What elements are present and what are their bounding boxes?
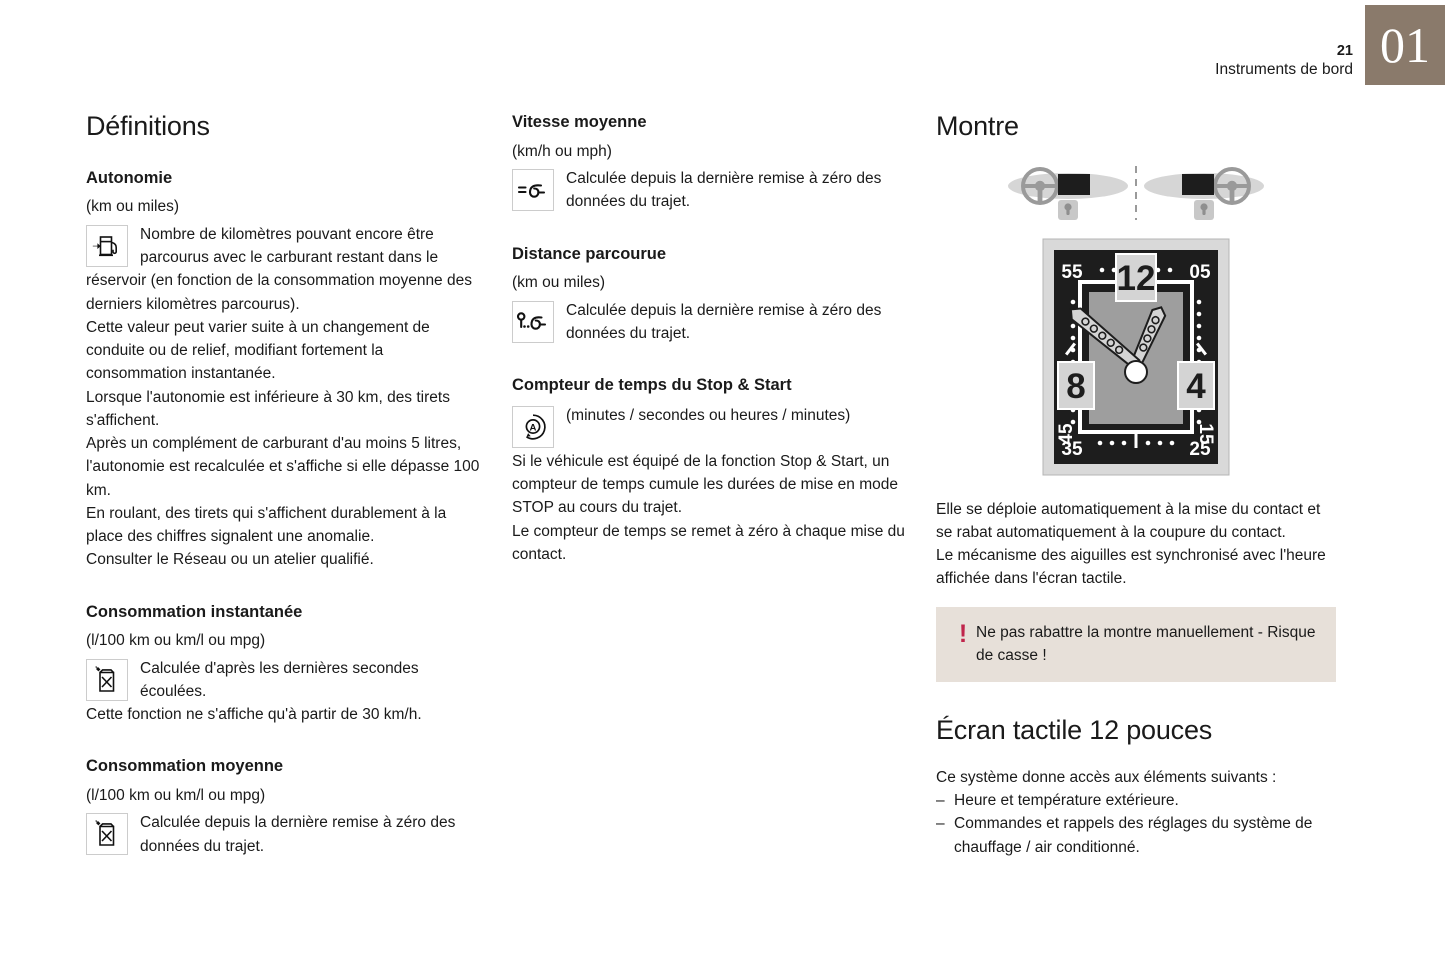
list-item [936,789,1336,812]
consommation-moyenne-icon-text: Calculée depuis la dernière remise à zéro des données du trajet. [140,814,456,855]
compteur-stop-start-para-1: Si le véhicule est équipé de la fonction Stop & Start, un compteur de temps cumule les durées de mise en mode STOP au cours du trajet. [512,452,898,517]
units-autonomie: (km ou miles) [86,198,180,216]
exclamation-icon: ! [958,619,968,648]
heading-consommation-moyenne: Consommation moyenne [86,757,284,776]
clock-illustration [936,238,1336,476]
chapter-badge [1365,5,1445,85]
jerrycan-icon [86,659,128,701]
svg-text:05: 05 [1189,261,1211,283]
jerrycan-icon [86,813,128,855]
fuel-pump-icon [86,225,128,267]
units-consommation-moyenne: (l/100 km ou km/l ou mpg) [86,787,266,804]
header-chapter-title: Instruments de bord [1215,61,1353,79]
compteur-stop-start-para-2: Le compteur de temps se remet à zéro à chaque mise du contact. [512,522,905,563]
average-speed-icon [512,169,554,211]
heading-consommation-instantanee: Consommation instantanée [86,602,303,621]
units-distance-parcourue: (km ou miles) [512,274,606,292]
svg-text:4: 4 [1186,366,1206,406]
header-text-group [1215,42,1353,80]
autonomie-para-3: Après un complément de carburant d'au moins 5 litres, l'autonomie est recalculée et s'affiche si elle dépasse 100 km. [86,435,480,499]
units-vitesse-moyenne: (km/h ou mph) [512,142,612,160]
ecran-tactile-intro: Ce système donne accès aux éléments suivants : [936,768,1277,786]
svg-text:35: 35 [1061,438,1083,460]
heading-vitesse-moyenne: Vitesse moyenne [512,113,647,131]
consommation-instantanee-icon-text: Calculée d'après les dernières secondes écoulées. [140,659,419,700]
units-consommation-instantanee: (l/100 km ou km/l ou mpg) [86,632,266,650]
montre-para-2: Le mécanisme des aiguilles est synchronisé avec l'heure affichée dans l'écran tactile. [936,547,1326,588]
column-left [86,112,486,858]
autonomie-para-2: Lorsque l'autonomie est inférieure à 30 km, des tirets s'affichent. [86,388,450,429]
autonomie-para-5: Consulter le Réseau ou un atelier qualifié. [86,551,374,569]
page-number: 21 [1336,43,1353,59]
heading-autonomie: Autonomie [86,168,173,187]
dashboard-variants-illustration [936,162,1336,224]
montre-para-1: Elle se déploie automatiquement à la mise du contact et se rabat automatiquement à la coupure du contact. [936,500,1321,541]
chapter-number: 01 [1380,17,1430,73]
distance-travelled-icon [512,301,554,343]
svg-text:A: A [529,422,537,434]
column-middle [512,112,912,566]
list-item-label: Commandes et rappels des réglages du système de chauffage / air conditionné. [954,815,1313,856]
list-bullet: – [936,792,945,810]
svg-text:8: 8 [1066,366,1086,406]
distance-parcourue-icon-text: Calculée depuis la dernière remise à zéro des données du trajet. [566,301,882,342]
heading-montre: Montre [936,111,1019,141]
page-header [0,0,1445,92]
autonomie-para-1: Cette valeur peut varier suite à un changement de conduite ou de relief, modifiant fortement la consommation instantanée. [86,318,430,383]
list-item [936,812,1336,859]
column-right [936,112,1336,859]
heading-ecran-tactile: Écran tactile 12 pouces [936,715,1213,746]
svg-text:45: 45 [1056,423,1077,445]
warning-box [936,607,1336,683]
heading-compteur-stop-start: Compteur de temps du Stop & Start [512,376,792,395]
heading-distance-parcourue: Distance parcourue [512,244,667,263]
vitesse-moyenne-icon-text: Calculée depuis la dernière remise à zéro des données du trajet. [566,170,882,211]
list-item-label: Heure et température extérieure. [954,792,1179,810]
page-title: Définitions [86,111,210,141]
autonomie-para-4: En roulant, des tirets qui s'affichent durablement à la place des chiffres signalent une anomalie. [86,504,447,546]
warning-text: Ne pas rabattre la montre manuellement - Risque de casse ! [976,623,1316,664]
svg-text:25: 25 [1189,438,1211,460]
stop-start-icon [512,406,554,448]
autonomie-icon-text: Nombre de kilomètres pouvant encore être parcourus avec le carburant restant dans le réservoir (en fonction de la consommation moyenne des derniers kilomètres parcourus). [86,225,472,313]
svg-text:55: 55 [1061,261,1083,283]
list-bullet: – [936,815,945,833]
ecran-tactile-list [936,789,1336,859]
svg-text:15: 15 [1195,423,1216,445]
compteur-stop-start-icon-text: (minutes / secondes ou heures / minutes) [566,406,851,424]
consommation-instantanee-para-1: Cette fonction ne s'affiche qu'à partir de 30 km/h. [86,706,422,724]
svg-text:12: 12 [1116,258,1156,298]
